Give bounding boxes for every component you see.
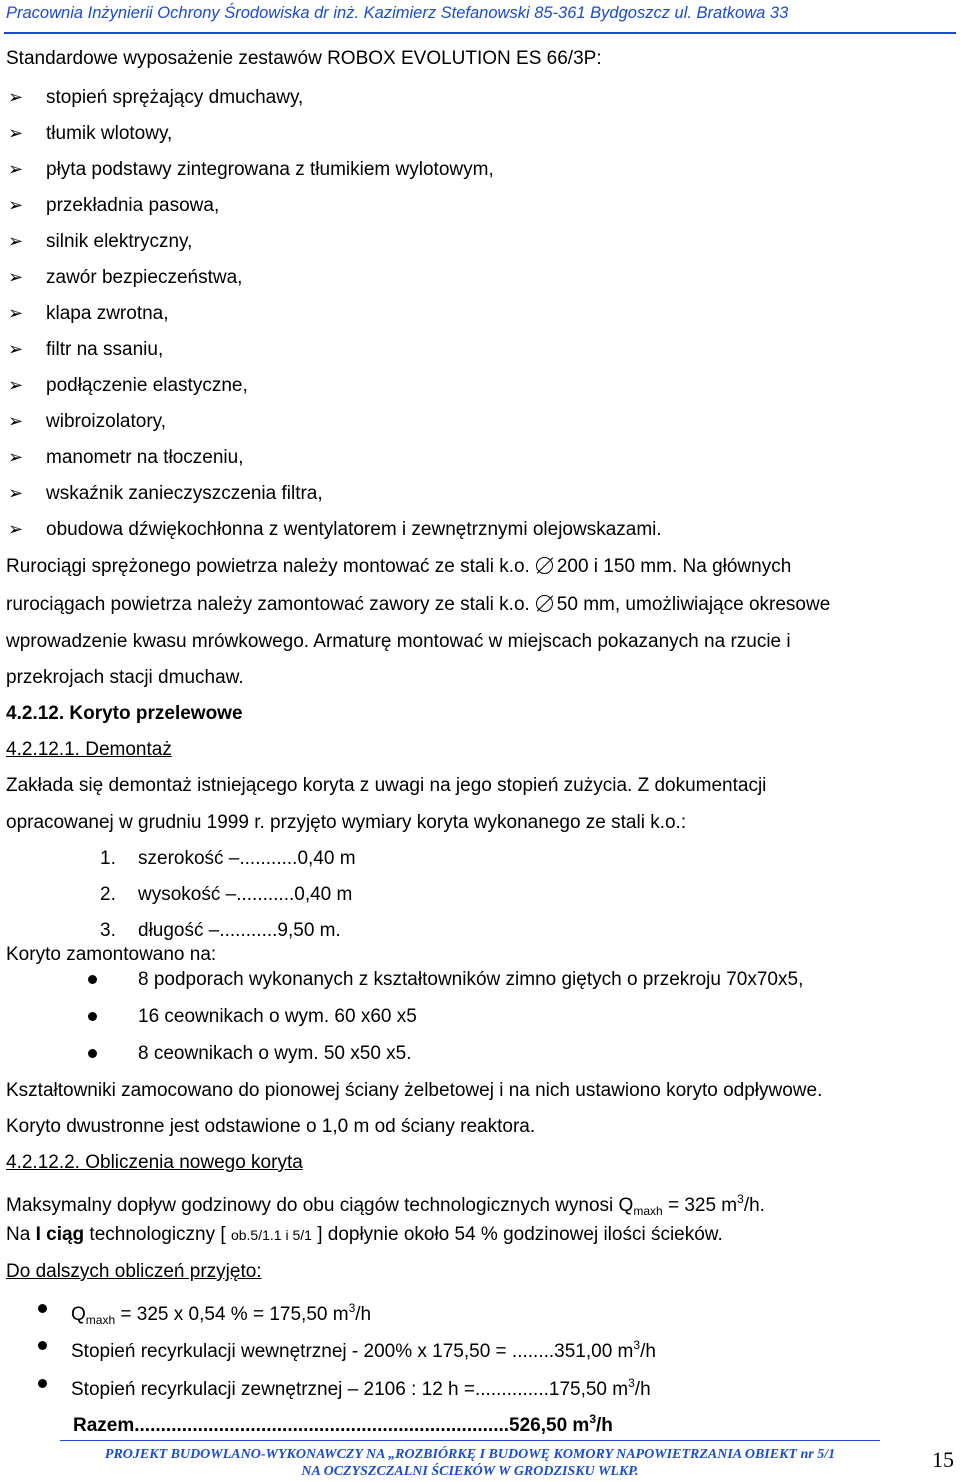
heading-demontaz: 4.2.12.1. Demontaż [6,739,172,760]
mounting-line-1: Kształtowniki zamocowano do pionowej ściany żelbetowej i na nich ustawiono koryto odpływowe. [6,1080,823,1101]
result-item [71,1297,371,1331]
dimension-text: długość –...........9,50 m. [138,920,341,941]
calc-bold-text: I ciąg [35,1224,85,1245]
arrow-bullet-icon: ➢ [8,267,24,287]
dimension-number: 2. [100,884,116,905]
dimension-text: szerokość –...........0,40 m [138,848,356,869]
list-item [8,266,242,289]
total-line [73,1408,613,1437]
demontaz-line-2: opracowanej w grudniu 1999 r. przyjęto wymiary koryta wykonanego ze stali k.o.: [6,812,687,833]
list-item-text: podłączenie elastyczne, [46,375,248,396]
list-item-text: manometr na tłoczeniu, [46,447,244,468]
result-text: Stopień recyrkulacji wewnętrznej - 200% x 175,50 = ........351,00 m [71,1341,634,1362]
pipes-text: 200 i 150 mm. Na głównych [556,556,792,577]
dimension-number: 3. [100,920,116,941]
page-number: 15 [932,1447,954,1472]
calc-text: ] dopłynie około 54 % godzinowej ilości ścieków. [311,1224,723,1245]
calc-text: Maksymalny dopływ godzinowy do obu ciągów technologicznych wynosi Q [6,1195,634,1216]
pipes-text: 50 mm, umożliwiające okresowe [556,594,831,615]
list-item-text: płyta podstawy zintegrowana z tłumikiem wylotowym, [46,159,494,180]
list-item [8,410,166,433]
list-item-text: tłumik wlotowy, [46,123,173,144]
list-item [8,194,219,217]
list-item [8,446,244,469]
bullet-icon [38,1379,47,1388]
max-inflow-line [6,1188,765,1222]
bullet-icon [88,1012,97,1021]
result-text: /h [640,1341,656,1362]
pipes-line-3: wprowadzenie kwasu mrówkowego. Armaturę montować w miejscach pokazanych na rzucie i [6,631,791,652]
arrow-bullet-icon: ➢ [8,195,24,215]
list-item-text: klapa zwrotna, [46,303,169,324]
calc-superscript: 3 [737,1192,744,1206]
calc-text: = 325 m [662,1195,738,1216]
result-subscript: maxh [85,1313,116,1327]
list-item-text: filtr na ssaniu, [46,339,164,360]
result-superscript: 3 [628,1376,635,1390]
arrow-bullet-icon: ➢ [8,123,24,143]
calc-text: Na [6,1224,36,1245]
dimension-number: 1. [100,848,116,869]
demontaz-line-1: Zakłada się demontaż istniejącego koryta z uwagi na jego stopień zużycia. Z dokumentacji [6,775,767,796]
footer-line-2: NA OCZYSZCZALNI ŚCIEKÓW W GRODZISKU WLKP. [301,1464,639,1479]
result-text: = 325 x 0,54 % = 175,50 m [115,1304,349,1325]
arrow-bullet-icon: ➢ [8,303,24,323]
pipes-line-1 [6,556,791,578]
mounted-item: 16 ceownikach o wym. 60 x60 x5 [138,1006,417,1027]
arrow-bullet-icon: ➢ [8,87,24,107]
list-item [8,158,494,181]
list-item-text: wibroizolatory, [46,411,167,432]
arrow-bullet-icon: ➢ [8,375,24,395]
total-text: /h [596,1415,613,1436]
calc-text: technologiczny [ [84,1224,231,1245]
result-text: Stopień recyrkulacji zewnętrznej – 2106 : 12 h =..............175,50 m [71,1379,629,1400]
list-item [8,86,303,109]
list-item-text: wskaźnik zanieczyszczenia filtra, [46,483,323,504]
heading-koryto-przelewowe: 4.2.12. Koryto przelewowe [6,703,243,724]
header-divider [4,32,956,34]
list-item [8,374,248,397]
result-text: Q [71,1304,86,1325]
ciag-line [6,1224,723,1246]
footer-line-1: PROJEKT BUDOWLANO-WYKONAWCZY NA „ROZBIÓRKĘ I BUDOWĘ KOMORY NAPOWIETRZANIA OBIEKT nr 5/1 [104,1447,836,1462]
arrow-bullet-icon: ➢ [8,447,24,467]
list-item [8,482,323,505]
pipes-line-4: przekrojach stacji dmuchaw. [6,667,244,688]
bullet-icon [38,1304,47,1313]
arrow-bullet-icon: ➢ [8,339,24,359]
result-text: /h [634,1379,651,1400]
list-item [8,302,169,325]
diameter-icon [536,557,553,574]
result-superscript: 3 [633,1338,641,1352]
list-item-text: zawór bezpieczeństwa, [46,267,243,288]
bullet-icon [38,1341,47,1350]
bullet-icon [88,1049,97,1058]
result-item [71,1372,651,1401]
arrow-bullet-icon: ➢ [8,231,24,251]
heading-obliczenia: 4.2.12.2. Obliczenia nowego koryta [6,1152,303,1173]
dimension-text: wysokość –...........0,40 m [138,884,353,905]
section-title: Standardowe wyposażenie zestawów ROBOX EVOLUTION ES 66/3P: [6,48,602,69]
mounting-line-2: Koryto dwustronne jest odstawione o 1,0 m od ściany reaktora. [6,1116,536,1137]
mounted-item: 8 ceownikach o wym. 50 x50 x5. [138,1043,412,1064]
pipes-text: Rurociągi sprężonego powietrza należy montować ze stali k.o. [6,556,530,577]
total-superscript: 3 [589,1412,597,1426]
bullet-icon [88,975,97,984]
pipes-line-2 [6,594,830,616]
further-calc-label: Do dalszych obliczeń przyjęto: [6,1261,262,1282]
arrow-bullet-icon: ➢ [8,519,24,539]
calc-subscript: maxh [633,1204,663,1218]
list-item-text: przekładnia pasowa, [46,195,220,216]
list-item [8,518,662,541]
list-item [8,338,163,361]
diameter-icon [536,595,553,612]
result-item [71,1334,656,1363]
list-item-text: silnik elektryczny, [46,231,193,252]
list-item-text: obudowa dźwiękochłonna z wentylatorem i zewnętrznymi olejowskazami. [46,519,662,540]
result-text: /h [355,1304,372,1325]
calc-text: /h. [743,1195,765,1216]
result-superscript: 3 [348,1301,356,1315]
footer-divider [60,1440,880,1441]
list-item [8,122,172,145]
calc-small-text: ob.5/1.1 i 5/1 [230,1227,312,1243]
list-item-text: stopień sprężający dmuchawy, [46,87,304,108]
mounted-item: 8 podporach wykonanych z kształtowników zimno giętych o przekroju 70x70x5, [138,969,804,990]
page-header: Pracownia Inżynierii Ochrony Środowiska dr inż. Kazimierz Stefanowski 85-361 Bydgoszcz ul. Bratkowa 33 [6,4,789,22]
arrow-bullet-icon: ➢ [8,159,24,179]
arrow-bullet-icon: ➢ [8,483,24,503]
list-item [8,230,192,253]
total-text: Razem.......................................................................526,50 m [73,1415,590,1436]
mounted-label: Koryto zamontowano na: [6,944,217,965]
arrow-bullet-icon: ➢ [8,411,24,431]
pipes-text: rurociągach powietrza należy zamontować zawory ze stali k.o. [6,594,530,615]
